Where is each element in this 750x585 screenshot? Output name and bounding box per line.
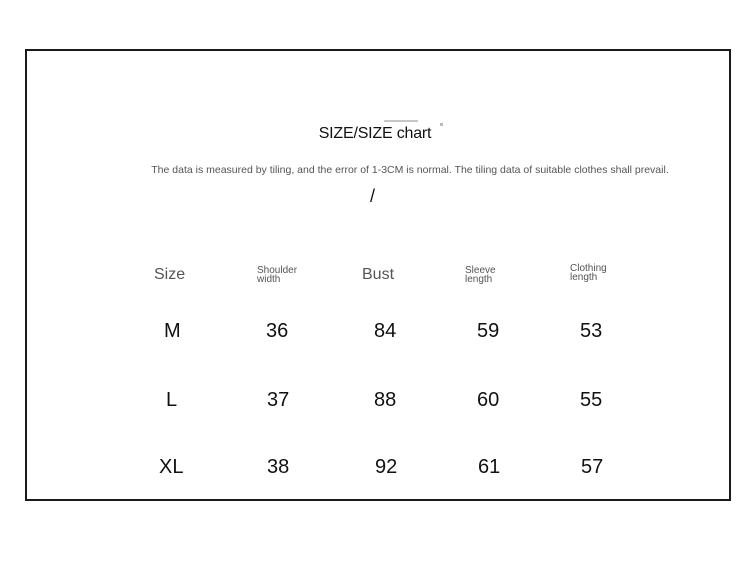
cell-shoulder-m: 36 — [266, 320, 289, 342]
chart-title: SIZE/SIZE chart — [318, 125, 432, 142]
cell-bust-xl: 92 — [375, 456, 398, 478]
cell-bust-m: 84 — [374, 320, 397, 342]
header-shoulder-width: Shoulder width — [257, 265, 298, 285]
cell-sleeve-xl: 61 — [478, 456, 501, 478]
cell-length-m: 53 — [580, 320, 603, 342]
cell-sleeve-m: 59 — [477, 320, 500, 342]
cell-shoulder-xl: 38 — [267, 456, 290, 478]
title-artifact-mark — [384, 120, 418, 122]
cell-sleeve-l: 60 — [477, 389, 500, 411]
cell-size-l: L — [166, 389, 178, 411]
header-sleeve-length: Sleeve length — [465, 265, 496, 285]
cell-size-m: M — [164, 320, 181, 342]
header-bust: Bust — [362, 266, 395, 283]
title-slash: / — [370, 186, 376, 206]
cell-length-xl: 57 — [581, 456, 604, 478]
measurement-note: The data is measured by tiling, and the error of 1-3CM is normal. The tiling data of suitable clothes shall prevail. — [151, 164, 669, 176]
cell-bust-l: 88 — [374, 389, 397, 411]
header-size: Size — [154, 266, 186, 283]
header-clothing-length: Clothing length — [570, 263, 607, 283]
cell-length-l: 55 — [580, 389, 603, 411]
cell-shoulder-l: 37 — [267, 389, 290, 411]
cell-size-xl: XL — [159, 456, 184, 478]
